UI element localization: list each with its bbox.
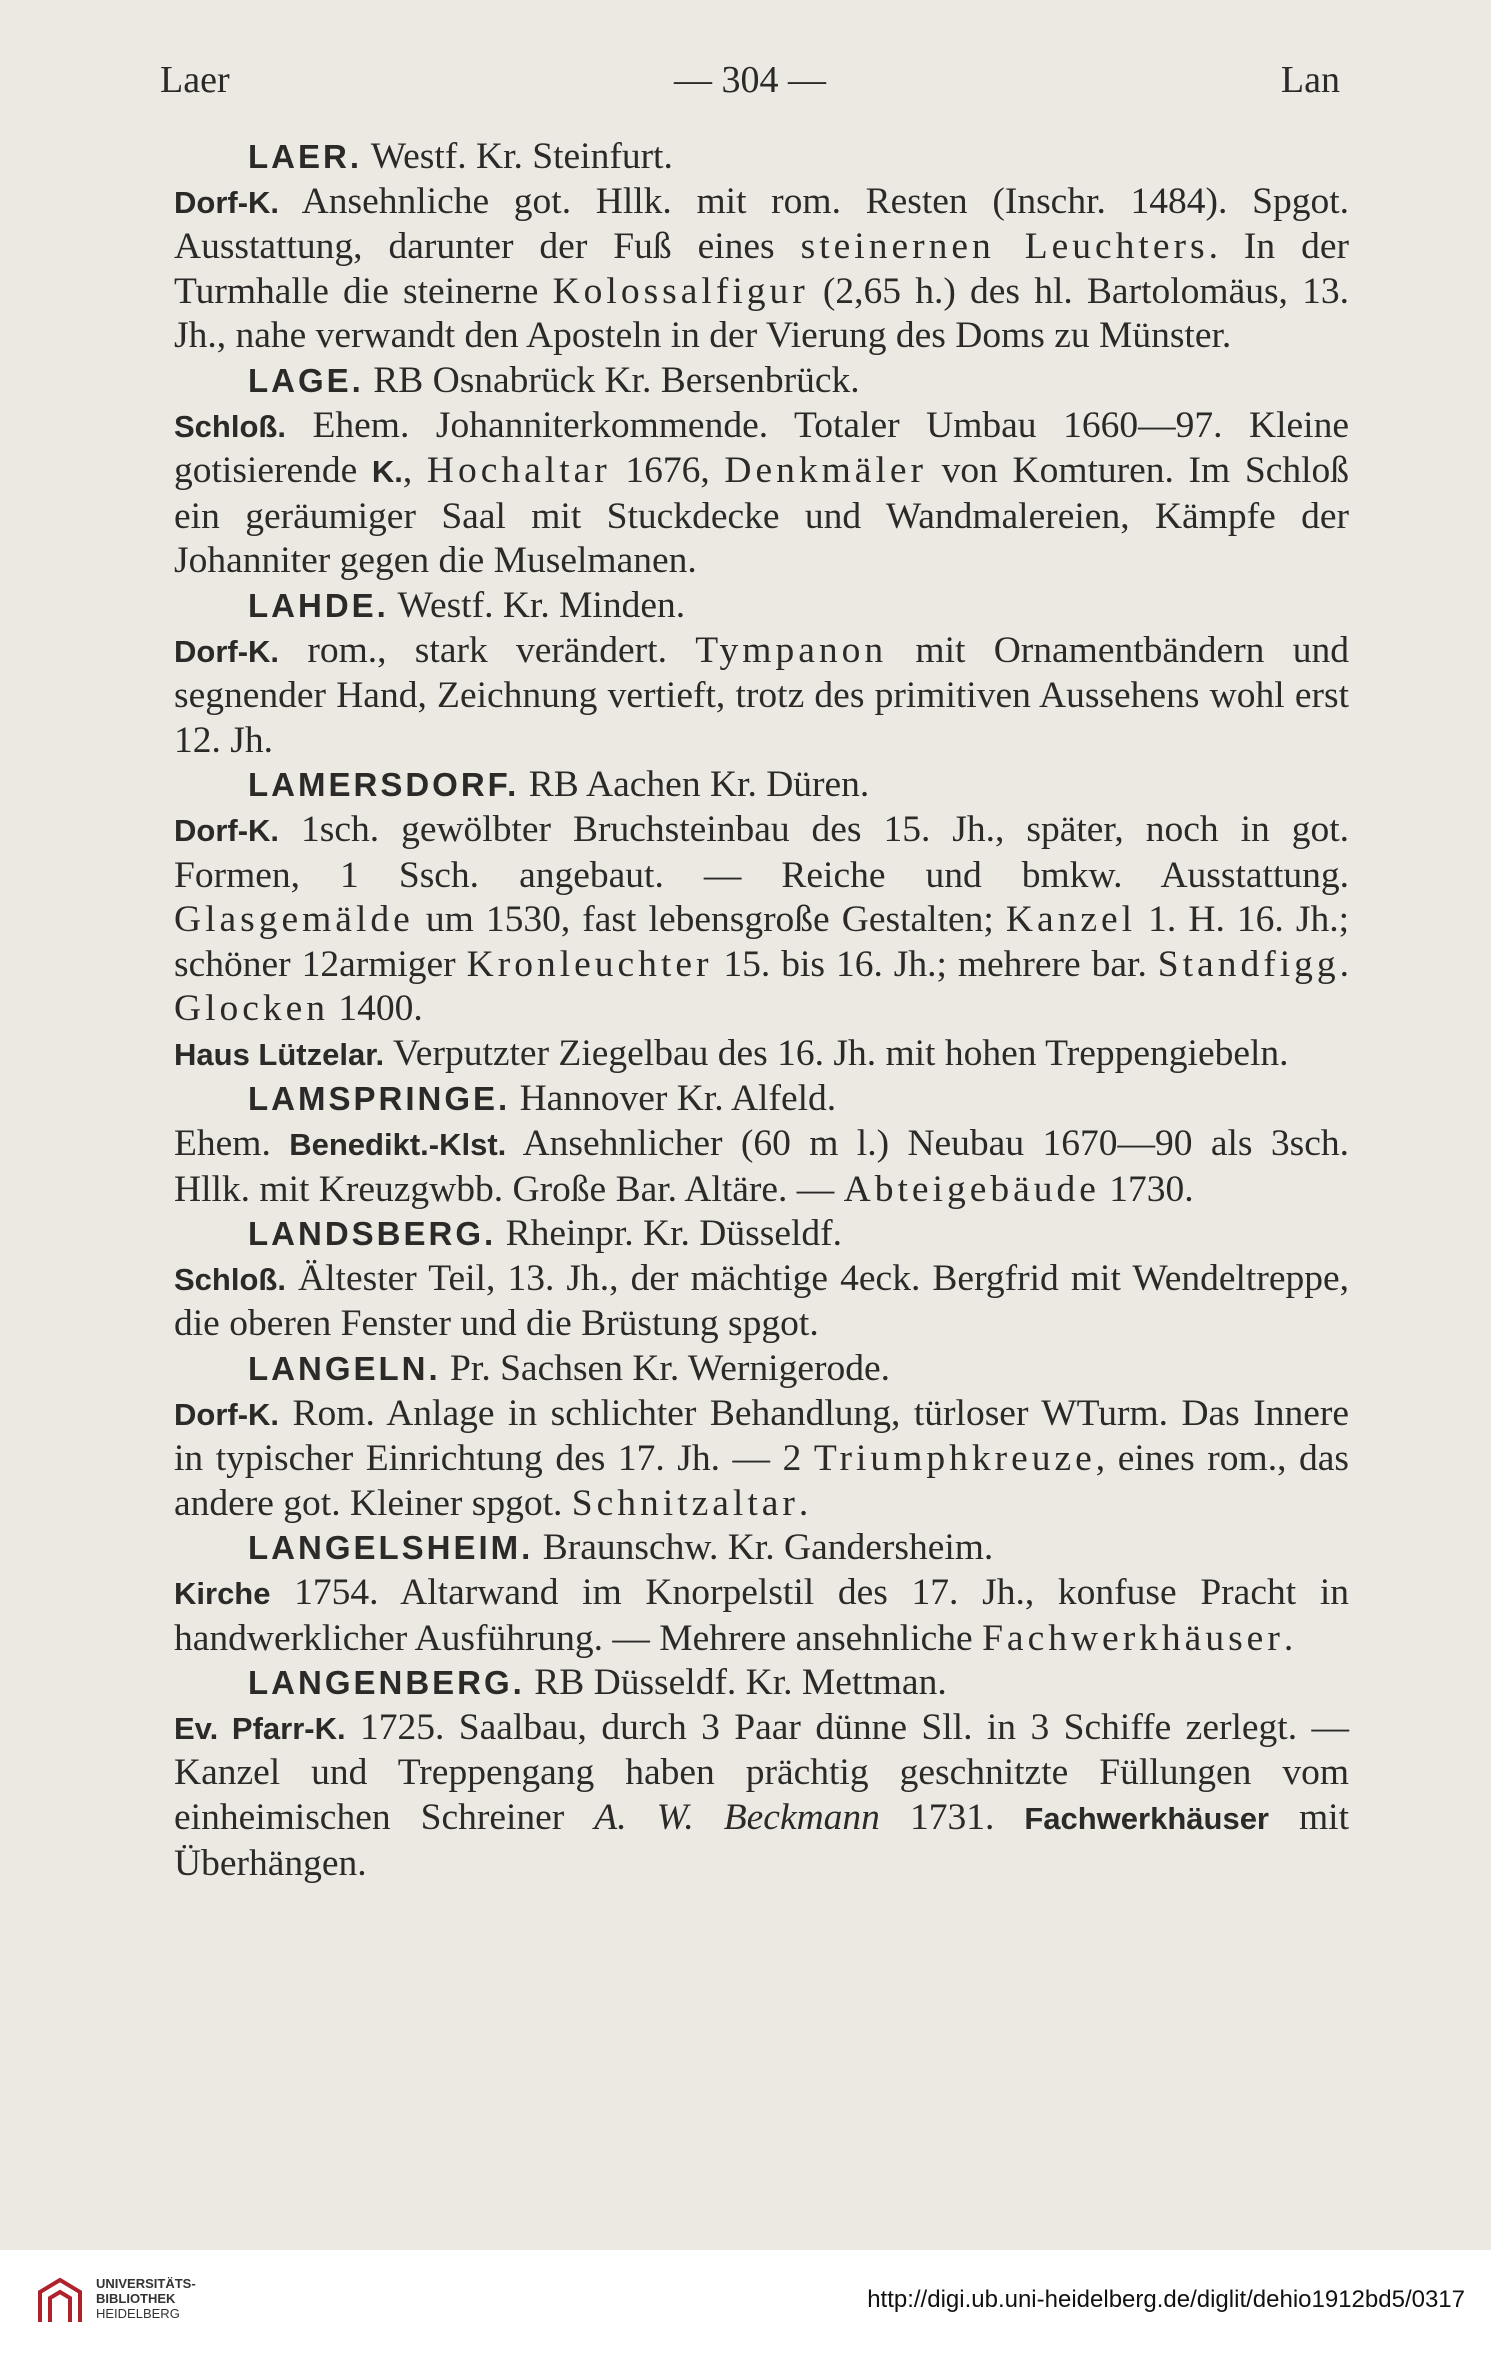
- region: Westf. Kr. Minden.: [397, 584, 686, 626]
- entry-text: 1sch. gewölbter Bruchsteinbau des 15. Jh., später, noch in got. Formen, 1 Ssch. angebaut. — Reiche und bmkw. Ausstattung.: [174, 808, 1349, 896]
- spaced-term: Kolossalfigur: [552, 270, 809, 312]
- entry-text: 1730.: [1099, 1168, 1194, 1210]
- entry-description: [174, 629, 1349, 764]
- gazetteer-entry: [174, 135, 1349, 359]
- spaced-term: steinernen Leuchters: [800, 226, 1209, 268]
- entry-description: [174, 1571, 1349, 1661]
- gazetteer-entry: [174, 1526, 1349, 1661]
- entry-label: Benedikt.-Klst.: [289, 1127, 507, 1163]
- entry-text: 1731.: [879, 1796, 1025, 1838]
- entry-heading: [174, 1661, 1349, 1706]
- entry-text: (2,65 h.) des hl. Bartolomäus, 13. Jh., nahe verwandt den Aposteln in der Vierung des Doms zu Münster.: [174, 270, 1349, 357]
- gazetteer-entry: [174, 1347, 1349, 1526]
- page-body: [174, 135, 1349, 1886]
- entry-label: Dorf-K.: [174, 633, 280, 669]
- entry-text: . In der Turmhalle die steinerne: [174, 226, 1350, 312]
- entry-text: von Komturen. Im Schloß ein geräumiger Saal mit Stuckdecke und Wandmalereien, Kämpfe der Johanniter gegen die Muselmanen.: [174, 450, 1350, 582]
- bold-term: K.: [371, 454, 403, 490]
- entry-text: 1754. Altarwand im Knorpelstil des 17. Jh., konfuse Pracht in handwerklicher Ausführung. — Mehrere ansehnliche: [174, 1572, 1349, 1659]
- entry-heading: [174, 359, 1349, 404]
- entry-heading: [174, 763, 1349, 808]
- spaced-term: Denkmäler: [724, 450, 927, 492]
- spaced-term: Kanzel: [1005, 899, 1137, 941]
- running-head: [160, 58, 1340, 108]
- entry-heading: [174, 584, 1349, 629]
- entry-text: .: [798, 1482, 809, 1524]
- entry-text: .: [1339, 943, 1349, 985]
- library-name-line1: UNIVERSITÄTS-: [96, 2276, 196, 2291]
- entry-label: Schloß.: [174, 1261, 286, 1297]
- entry-label: Fachwerkhäuser: [1024, 1800, 1269, 1836]
- spaced-term: Abteigebäude: [843, 1168, 1100, 1210]
- place-name: LANDSBERG.: [248, 1215, 497, 1253]
- entry-text: , eines rom., das andere got. Kleiner spgot.: [174, 1438, 1349, 1524]
- spaced-term: Standfigg: [1157, 943, 1340, 985]
- place-name: LAHDE.: [248, 586, 389, 624]
- entry-heading: [174, 1212, 1349, 1257]
- library-name: [96, 2276, 196, 2321]
- entry-heading: [174, 1347, 1349, 1392]
- italic-name: A. W. Beckmann: [594, 1796, 880, 1838]
- entry-text: 1725. Saalbau, durch 3 Paar dünne Sll. in 3 Schiffe zerlegt. — Kanzel und Treppengang haben prächtig geschnitzte Füllungen vom einheimischen Schreiner: [174, 1706, 1349, 1838]
- ub-heidelberg-logo-icon: [30, 2272, 90, 2332]
- library-name-line3: HEIDELBERG: [96, 2306, 180, 2321]
- place-name: LAGE.: [248, 361, 364, 399]
- gazetteer-entry: [174, 1661, 1349, 1886]
- page-number: — 304 —: [674, 59, 826, 101]
- entry-label: Dorf-K.: [174, 184, 280, 220]
- entry-text: mit Überhängen.: [174, 1796, 1350, 1884]
- entry-text: 15. bis 16. Jh.; mehrere bar.: [712, 943, 1158, 985]
- entry-text: mit Ornamentbändern und segnender Hand, Zeichnung vertieft, trotz des primitiven Aussehens wohl erst 12. Jh.: [174, 629, 1349, 761]
- footer-bar: [0, 2250, 1491, 2353]
- place-name: LAER.: [248, 138, 362, 175]
- region: Braunschw. Kr. Gandersheim.: [542, 1527, 994, 1569]
- entry-heading: [174, 1077, 1349, 1122]
- entry-text: um 1530, fast lebensgroße Gestalten;: [413, 899, 1006, 941]
- entry-text: Rom. Anlage in schlichter Behandlung, türloser WTurm. Das Innere in typischer Einrichtung des 17. Jh. — 2: [174, 1392, 1349, 1480]
- spaced-term: Fachwerkhäuser: [982, 1617, 1284, 1659]
- entry-label: Kirche: [174, 1576, 271, 1611]
- place-name: LANGELSHEIM.: [248, 1529, 534, 1567]
- region: RB Osnabrück Kr. Bersenbrück.: [373, 359, 860, 401]
- entry-text: ,: [402, 450, 427, 492]
- region: Rheinpr. Kr. Düsseldf.: [505, 1213, 843, 1255]
- entry-text: Ansehnlicher (60 m l.) Neubau 1670—90 als 3sch. Hllk. mit Kreuzgwbb. Große Bar. Altäre. —: [174, 1123, 1349, 1210]
- place-name: LAMERSDORF.: [248, 766, 520, 804]
- entry-description: [174, 1257, 1349, 1347]
- entry-text: 1676,: [610, 450, 725, 492]
- place-name: LAMSPRINGE.: [248, 1080, 511, 1118]
- region: Pr. Sachsen Kr. Wernigerode.: [450, 1348, 890, 1390]
- spaced-term: Glocken: [174, 988, 330, 1030]
- gazetteer-entry: [174, 359, 1349, 584]
- spaced-term: Kronleuchter: [466, 943, 713, 985]
- entry-text: .: [1283, 1617, 1294, 1659]
- gazetteer-entry: [174, 1077, 1349, 1212]
- entry-text: Ehem.: [174, 1123, 290, 1165]
- entry-description-extra: [174, 1032, 1349, 1078]
- entry-text: 1400.: [329, 988, 423, 1030]
- gazetteer-entry: [174, 584, 1349, 763]
- running-head-left: Laer: [160, 59, 230, 101]
- spaced-term: Glasgemälde: [174, 899, 414, 941]
- entry-text: Verputzter Ziegelbau des 16. Jh. mit hohen Treppengiebeln.: [384, 1032, 1289, 1074]
- entry-description: [174, 1392, 1349, 1527]
- spaced-term: Tympanon: [695, 629, 888, 671]
- entry-description: [174, 404, 1349, 584]
- gazetteer-entry: [174, 763, 1349, 1077]
- running-head-right: Lan: [1280, 59, 1340, 101]
- library-name-line2: BIBLIOTHEK: [96, 2291, 176, 2306]
- entry-description: [174, 180, 1349, 359]
- entry-label: Dorf-K.: [174, 1396, 280, 1432]
- spaced-term: Hochaltar: [426, 450, 611, 492]
- entry-text: Ehem. Johanniterkommende. Totaler Umbau 1660—97. Kleine gotisierende: [174, 404, 1349, 492]
- region: RB Düsseldf. Kr. Mettman.: [534, 1662, 947, 1704]
- permalink-url[interactable]: http://digi.ub.uni-heidelberg.de/diglit/dehio1912bd5/0317: [867, 2286, 1465, 2313]
- region: Westf. Kr. Steinfurt.: [370, 136, 673, 177]
- entry-description: [174, 1706, 1349, 1886]
- entry-text: rom., stark verändert.: [279, 629, 696, 671]
- place-name: LANGELN.: [248, 1350, 441, 1388]
- region: RB Aachen Kr. Düren.: [528, 764, 870, 806]
- entry-description: [174, 1122, 1349, 1212]
- entry-heading: [174, 135, 1349, 180]
- entry-text: Ältester Teil, 13. Jh., der mächtige 4eck. Bergfrid mit Wendeltreppe, die oberen Fenster und die Brüstung spgot.: [174, 1257, 1349, 1345]
- region: Hannover Kr. Alfeld.: [519, 1078, 837, 1120]
- entry-label: Ev. Pfarr-K.: [174, 1710, 346, 1746]
- entry-label: Schloß.: [174, 408, 286, 444]
- gazetteer-entry: [174, 1212, 1349, 1347]
- entry-text: Ansehnliche got. Hllk. mit rom. Resten (Inschr. 1484). Spgot. Ausstattung, darunter der Fuß eines: [174, 180, 1349, 268]
- entry-label: Dorf-K.: [174, 812, 280, 848]
- entry-description: [174, 808, 1349, 1032]
- entry-heading: [174, 1526, 1349, 1571]
- entry-text: 1. H. 16. Jh.; schöner 12armiger: [174, 899, 1350, 985]
- place-name: LANGENBERG.: [248, 1664, 525, 1702]
- spaced-term: Triumphkreuze: [813, 1438, 1096, 1480]
- spaced-term: Schnitzaltar: [571, 1482, 799, 1524]
- entry-label: Haus Lützelar.: [174, 1036, 385, 1072]
